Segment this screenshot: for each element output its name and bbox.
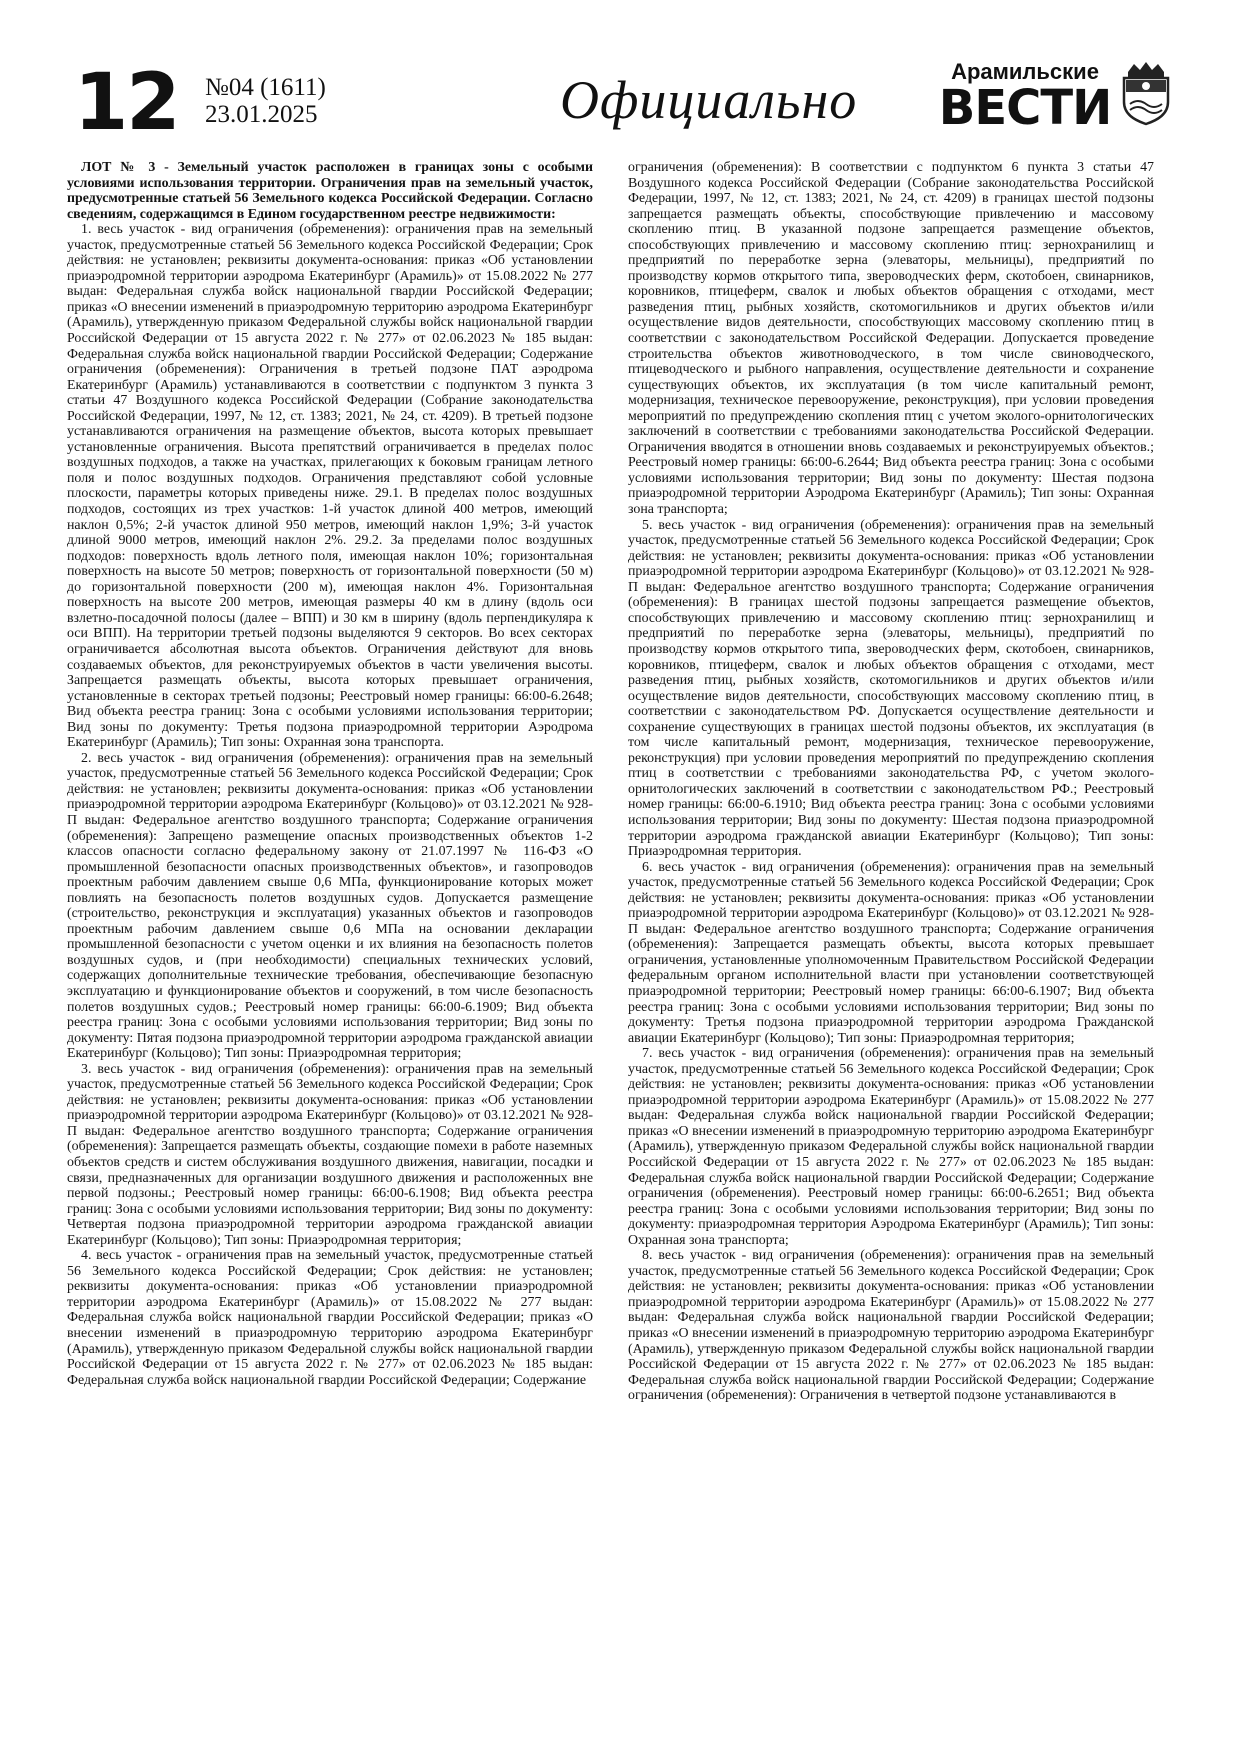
paragraph-8: 8. весь участок - вид ограничения (обременения): ограничения прав на земельный участок, предусмотренные статьей 56 Земельного кодекса Российской Федерации; Срок действия: не установлен; реквизиты документа-основания: приказ «Об установлении приаэродромной территории аэродрома Екатеринбург (Арамиль)» от 15.08.2022 № 277 выдан: Федеральная служба войск национальной гвардии Российской Федерации; приказ «О внесении изменений в приаэродромную территорию аэродрома Екатеринбург (Арамиль), утвержденную приказом Федеральной службы войск национальной гвардии Российской Федерации от 15 августа 2022 г. № 277» от 02.06.2023 № 185 выдан: Федеральная служба войск национальной гвардии Российской Федерации; Содержание ограничения (обременения): Ограничения в четвертой подзоне устанавливаются в bbox=[628, 1248, 1154, 1404]
paragraph-6: 6. весь участок - вид ограничения (обременения): ограничения прав на земельный участок, предусмотренные статьей 56 Земельного кодекса Российской Федерации; Срок действия: не установлен; реквизиты документа-основания: приказ «Об установлении приаэродромной территории аэродрома Екатеринбург (Кольцово)» от 03.12.2021 № 928-П выдан: Федеральное агентство воздушного транспорта; Содержание ограничения (обременения): Запрещается размещать объекты, высота которых превышает ограничения, установленные уполномоченным Правительством Российской Федерации федеральным органом исполнительной власти при установлении соответствующей приаэродромной территории; Реестровый номер границы: 66:00-6.1907; Вид объекта реестра границ: Зона с особыми условиями использования территории; Вид зоны по документу: Третья подзона приаэродромной территории аэродрома Гражданской авиации Екатеринбург (Кольцово); Тип зоны: Приаэродромная территория; bbox=[628, 859, 1154, 1046]
coat-of-arms-icon bbox=[1120, 58, 1172, 126]
issue-info bbox=[205, 74, 326, 128]
issue-number: №04 (1611) bbox=[205, 74, 326, 101]
text-column-right bbox=[628, 160, 1154, 1720]
logo-main-text: ВЕСТИ bbox=[938, 80, 1112, 136]
paragraph-5: 5. весь участок - вид ограничения (обременения): ограничения прав на земельный участок, предусмотренные статьей 56 Земельного кодекса Российской Федерации; Срок действия: не установлен; реквизиты документа-основания: приказ «Об установлении приаэродромной территории аэродрома Екатеринбург (Кольцово)» от 03.12.2021 № 928-П выдан: Федеральное агентство воздушного транспорта; Содержание ограничения (обременения): В границах шестой подзоны запрещается размещение объектов, способствующих привлечению и массовому скоплению птиц: зернохранилищ и предприятий по переработке зерна (элеваторы, мельницы), предприятий по производству кормов открытого типа, звероводческих ферм, скотобоен, свинарников, коровников, птицеферм, свалок и любых объектов обращения с отходами, мест разведения птиц, рыбных хозяйств, скотомогильников и других объектов и/или осуществление видов деятельности, способствующих массовому скоплению птиц, в соответствии с законодательством РФ. Допускается осуществление деятельности и сохранение существующих в границах шестой подзоны объектов, их эксплуатация (в том числе капитальный ремонт, модернизация, техническое перевооружение, реконструкция) при условии проведения мероприятий по предупреждению скопления птиц в соответствии с требованиями законодательства РФ, с учетом эколого-орнитологических заключений в соответствии с законодательством РФ.; Реестровый номер границы: 66:00-6.1910; Вид объекта реестра границ: Зона с особыми условиями использования территории; Вид зоны по документу: Шестая подзона приаэродромной территории аэродрома гражданской авиации Екатеринбург (Кольцово); Тип зоны: Приаэродромная территория. bbox=[628, 517, 1154, 860]
paragraph-4: 4. весь участок - ограничения прав на земельный участок, предусмотренные статьей 56 Земельного кодекса Российской Федерации; Срок действия: не установлен; реквизиты документа-основания: приказ «Об установлении приаэродромной территории аэродрома Екатеринбург (Арамиль)» от 15.08.2022 № 277 выдан: Федеральная служба войск национальной гвардии Российской Федерации; приказ «О внесении изменений в приаэродромную территорию аэродрома Екатеринбург (Арамиль), утвержденную приказом Федеральной службы войск национальной гвардии Российской Федерации от 15 августа 2022 г. № 277» от 02.06.2023 № 185 выдан: Федеральная служба войск национальной гвардии Российской Федерации; Содержание bbox=[67, 1248, 593, 1388]
paragraph-1: 1. весь участок - вид ограничения (обременения): ограничения прав на земельный участок, предусмотренные статьей 56 Земельного кодекса Российской Федерации; Срок действия: не установлен; реквизиты документа-основания: приказ «Об установлении приаэродромной территории аэродрома Екатеринбург (Арамиль)» от 15.08.2022 № 277 выдан: Федеральная служба войск национальной гвардии Российской Федерации; приказ «О внесении изменений в приаэродромную территорию аэродрома Екатеринбург (Арамиль), утвержденную приказом Федеральной службы войск национальной гвардии Российской Федерации от 15 августа 2022 г. № 277» от 02.06.2023 № 185 выдан: Федеральная служба войск национальной гвардии Российской Федерации; Содержание ограничения (обременения): Ограничения в третьей подзоне ПАТ аэродрома Екатеринбург (Арамиль) устанавливаются в соответствии с подпунктом 3 пункта 3 статьи 47 Воздушного кодекса Российской Федерации (Собрание законодательства Российской Федерации, 1997, № 12, ст. 1383; 2021, № 24, ст. 4209). В третьей подзоне устанавливаются ограничения на размещение объектов, высота которых превышает установленные ограничения. Высота препятствий ограничивается в пределах полос воздушных подходов, а также на участках, прилегающих к боковым границам летного поля и полос воздушных подходов. Ограничения представляют собой условные плоскости, параметры которых приведены ниже. 29.1. В пределах полос воздушных подходов, состоящих из трех участков: 1-й участок длиной 400 метров, имеющий наклон 0,5%; 2-й участок длиной 950 метров, имеющий наклон 1,9%; 3-й участок длиной 9000 метров, имеющий наклон 2%. 29.2. За пределами полос воздушных подходов: поверхность вдоль летного поля, имеющая наклон 10%; горизонтальная поверхность на высоте 50 метров; поверхность от горизонтальной поверхности (50 м) до горизонтальной поверхности (200 м), имеющая наклон 4%. Горизонтальная поверхность на высоте 200 метров, имеющая размеры 40 км в длину (вдоль оси взлетно-посадочной полосы (далее – ВПП) и 30 км в ширину (вдоль перпендикуляра к оси ВПП). На территории третьей подзоны выделяются 9 секторов. Во всех секторах ограничивается абсолютная высота объектов. Ограничения действуют для вновь создаваемых объектов, для реконструируемых объектов в части увеличения высоты. Запрещается размещать объекты, высота которых превышает ограничения, установленные в секторах третьей подзоны; Реестровый номер границы: 66:00-6.2648; Вид объекта реестра границ: Зона с особыми условиями использования территории; Вид зоны по документу: Третья подзона приаэродромной территории Аэродрома Екатеринбург (Арамиль); Тип зоны: Охранная зона транспорта. bbox=[67, 222, 593, 751]
newspaper-logo bbox=[935, 59, 1115, 136]
paragraph-7: 7. весь участок - вид ограничения (обременения): ограничения прав на земельный участок, предусмотренные статьей 56 Земельного кодекса Российской Федерации; Срок действия: не установлен; реквизиты документа-основания: приказ «Об установлении приаэродромной территории аэродрома Екатеринбург (Арамиль)» от 15.08.2022 № 277 выдан: Федеральная служба войск национальной гвардии Российской Федерации; приказ «О внесении изменений в приаэродромную территорию аэродрома Екатеринбург (Арамиль), утвержденную приказом Федеральной службы войск национальной гвардии Российской Федерации от 15 августа 2022 г. № 277» от 02.06.2023 № 185 выдан: Федеральная служба войск национальной гвардии Российской Федерации; Содержание ограничения (обременения). Реестровый номер границы: 66:00-6.2651; Вид объекта реестра границ: Зона с особыми условиями использования территории; Вид зоны по документу: приаэродромная территория Аэродрома Екатеринбург (Арамиль); Тип зоны: Охранная зона транспорта; bbox=[628, 1046, 1154, 1248]
paragraph-3: 3. весь участок - вид ограничения (обременения): ограничения прав на земельный участок, предусмотренные статьей 56 Земельного кодекса Российской Федерации; Срок действия: не установлен; реквизиты документа-основания: приказ «Об установлении приаэродромной территории аэродрома Екатеринбург (Кольцово)» от 03.12.2021 № 928-П выдан: Федеральное агентство воздушного транспорта; Содержание ограничения (обременения): Запрещается размещать объекты, создающие помехи в работе наземных объектов средств и систем обслуживания воздушного движения, навигации, посадки и связи, предназначенных для организации воздушного движения и расположенных вне первой подзоны.; Реестровый номер границы: 66:00-6.1908; Вид объекта реестра границ: Зона с особыми условиями использования территории; Вид зоны по документу: Четвертая подзона приаэродромной территории аэродрома гражданской авиации Екатеринбург (Кольцово); Тип зоны: Приаэродромная территория; bbox=[67, 1061, 593, 1248]
logo-top-text: Арамильские bbox=[951, 59, 1099, 84]
lot-heading: ЛОТ № 3 - Земельный участок расположен в границах зоны с особыми условиями использования территории. Ограничения прав на земельный участок, предусмотренные статьей 56 Земельного кодекса Российской Федерации. Согласно сведениям, содержащимся в Едином государственном реестре недвижимости: bbox=[67, 160, 593, 222]
page-number: 12 bbox=[74, 58, 179, 148]
paragraph-4-continued: ограничения (обременения): В соответствии с подпунктом 6 пункта 3 статьи 47 Воздушного кодекса Российской Федерации (Собрание законодательства Российской Федерации, 1997, № 12, ст. 1383; 2021, № 24, ст. 4209) в границах шестой подзоны запрещается размещать объекты, способствующие привлечению и массовому скоплению птиц. В указанной подзоне запрещается размещение объектов, способствующих привлечению и массовому скоплению птиц: зернохранилищ и предприятий по переработке зерна (элеваторы, мельницы), предприятий по производству кормов открытого типа, звероводческих ферм, скотобоен, свинарников, коровников, птицеферм, свалок и любых объектов обращения с отходами, мест разведения птиц, рыбных хозяйств, скотомогильников и других объектов и/или осуществление видов деятельности, способствующих массовому скоплению птиц в соответствии с законодательством Российской Федерации. Допускается проведение строительства объектов животноводческого, в том числе свиноводческого, птицеводческого и рыбного направления, осуществление деятельности и сохранение существующих объектов, их эксплуатация (в том числе капитальный ремонт, модернизация, техническое перевооружение, реконструкция), при условии проведения мероприятий по предупреждению скопления птиц с учетом эколого-орнитологических заключений в соответствии с требованиями законодательства Российской Федерации. Ограничения вводятся в отношении вновь создаваемых и реконструируемых объектов.; Реестровый номер границы: 66:00-6.2644; Вид объекта реестра границ: Зона с особыми условиями использования территории; Вид зоны по документу: Шестая подзона приаэродромной территории Аэродрома Екатеринбург (Арамиль); Тип зоны: Охранная зона транспорта; bbox=[628, 160, 1154, 518]
paragraph-2: 2. весь участок - вид ограничения (обременения): ограничения прав на земельный участок, предусмотренные статьей 56 Земельного кодекса Российской Федерации; Срок действия: не установлен; реквизиты документа-основания: приказ «Об установлении приаэродромной территории аэродрома Екатеринбург (Кольцово)» от 03.12.2021 № 928-П выдан: Федеральное агентство воздушного транспорта; Содержание ограничения (обременения): Запрещено размещение опасных производственных объектов 1-2 классов опасности согласно федеральному закону от 21.07.1997 № 116-ФЗ «О промышленной безопасности опасных производственных объектов», и газопроводов проектным рабочим давлением свыше 0,6 МПа, функционирование которых может повлиять на безопасность полетов воздушных судов. Допускается размещение (строительство, реконструкция и эксплуатация) указанных объектов и газопроводов проектным рабочим давлением свыше 0,6 МПа на основании декларации промышленной безопасности с учетом оценки и их влияния на безопасность полетов воздушных судов, и (при необходимости) специальных технических условий, содержащих дополнительные технические требования, обеспечивающие безопасную эксплуатацию и функционирование объектов и сооружений, в том числе безопасность полетов воздушных судов.; Реестровый номер границы: 66:00-6.1909; Вид объекта реестра границ: Зона с особыми условиями использования территории; Вид зоны по документу: Пятая подзона приаэродромной территории аэродрома гражданской авиации Екатеринбург (Кольцово); Тип зоны: Приаэродромная территория; bbox=[67, 750, 593, 1062]
issue-date: 23.01.2025 bbox=[205, 101, 318, 128]
text-column-left bbox=[67, 160, 593, 1720]
section-title: Официально bbox=[560, 70, 858, 130]
